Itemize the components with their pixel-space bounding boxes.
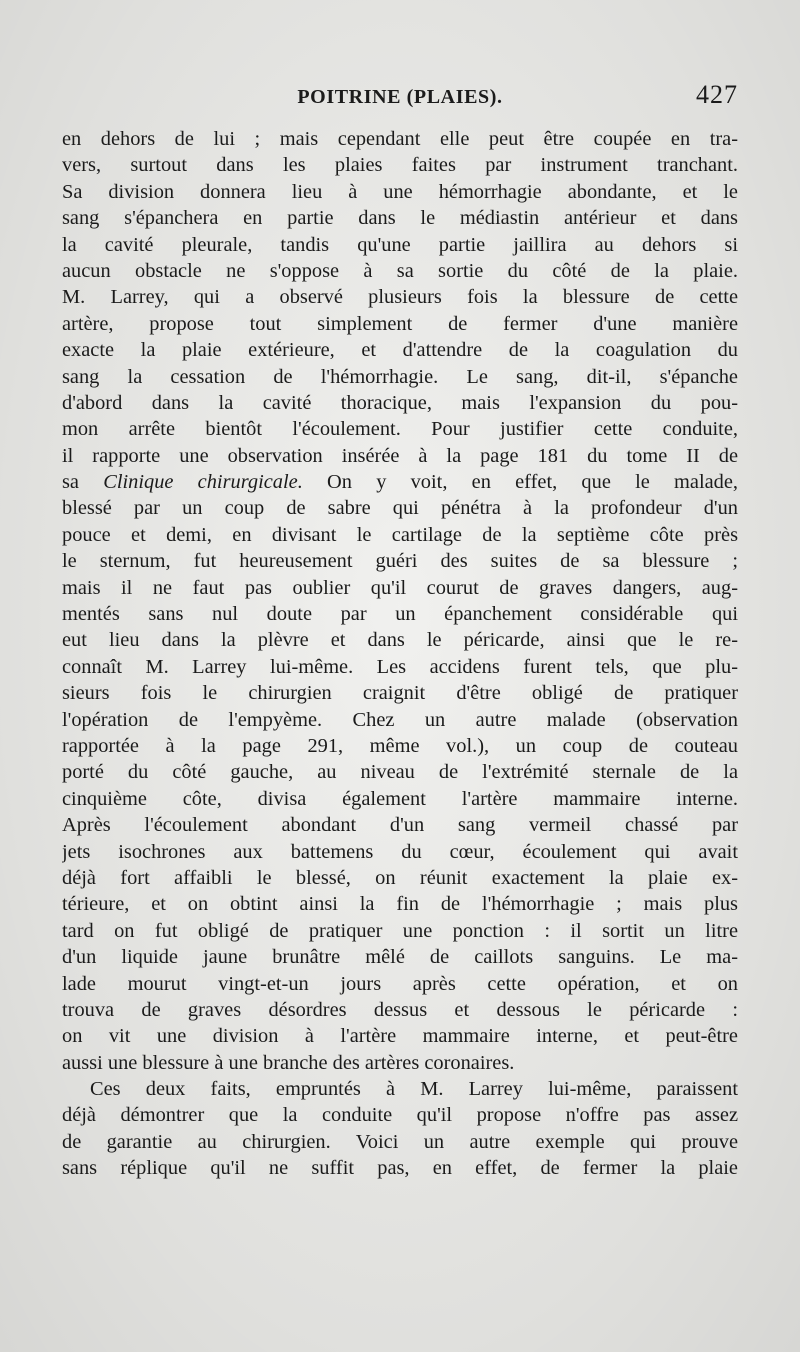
text-line: eut lieu dans la plèvre et dans le péricarde, ainsi que le re- (62, 629, 738, 652)
running-title: POITRINE (PLAIES). (297, 86, 503, 108)
text-line: mais il ne faut pas oublier qu'il courut de graves dangers, aug- (62, 576, 738, 599)
text-line: il rapporte une observation insérée à la page 181 du tome II de (62, 444, 738, 467)
text-line: exacte la plaie extérieure, et d'attendre de la coagulation du (62, 339, 738, 362)
text-line: Sa division donnera lieu à une hémorrhagie abondante, et le (62, 180, 738, 203)
text-line: artère, propose tout simplement de fermer d'une manière (62, 312, 738, 335)
text-line: blessé par un coup de sabre qui pénétra à la profondeur d'un (62, 497, 738, 520)
text-line: tard on fut obligé de pratiquer une ponction : il sortit un litre (62, 919, 738, 942)
text-segment: sa (62, 471, 104, 494)
text-line: vers, surtout dans les plaies faites par instrument tranchant. (62, 154, 738, 177)
page-number: 427 (696, 80, 738, 109)
text-line: aucun obstacle ne s'oppose à sa sortie du côté de la plaie. (62, 259, 738, 282)
text-line: d'abord dans la cavité thoracique, mais l'expansion du pou- (62, 391, 738, 414)
text-line: aussi une blessure à une branche des artères coronaires. (62, 1051, 515, 1074)
text-line: mentés sans nul doute par un épanchement considérable qui (62, 603, 738, 626)
text-line: sang la cessation de l'hémorrhagie. Le sang, dit-il, s'épanche (62, 365, 738, 388)
text-line: déjà fort affaibli le blessé, on réunit exactement la plaie ex- (62, 866, 738, 889)
text-line: mon arrête bientôt l'écoulement. Pour justifier cette conduite, (62, 418, 738, 441)
text-line: Ces deux faits, empruntés à M. Larrey lui-même, paraissent (90, 1078, 738, 1101)
text-line: sang s'épanchera en partie dans le médiastin antérieur et dans (62, 207, 738, 230)
text-line: rapportée à la page 291, même vol.), un coup de couteau (62, 734, 738, 757)
text-line: d'un liquide jaune brunâtre mêlé de caillots sanguins. Le ma- (62, 946, 738, 969)
text-line: jets isochrones aux battemens du cœur, écoulement qui avait (62, 840, 738, 863)
text-line: térieure, et on obtint ainsi la fin de l'hémorrhagie ; mais plus (62, 893, 738, 916)
text-line: déjà démontrer que la conduite qu'il propose n'offre pas assez (62, 1104, 738, 1127)
text-line: sans réplique qu'il ne suffit pas, en effet, de fermer la plaie (62, 1157, 738, 1180)
text-line: cinquième côte, divisa également l'artère mammaire interne. (62, 787, 738, 810)
text-line: pouce et demi, en divisant le cartilage de la septième côte près (62, 523, 738, 546)
text-line: la cavité pleurale, tandis qu'une partie jaillira au dehors si (62, 233, 738, 256)
text-line-with-italic (62, 469, 738, 495)
text-line: Après l'écoulement abondant d'un sang vermeil chassé par (62, 814, 738, 837)
text-line: on vit une division à l'artère mammaire interne, et peut-être (62, 1025, 738, 1048)
text-line: porté du côté gauche, au niveau de l'extrémité sternale de la (62, 761, 738, 784)
text-segment: On y voit, en effet, que le malade, (302, 471, 738, 494)
text-line: lade mourut vingt-et-un jours après cette opération, et on (62, 972, 738, 995)
text-line: en dehors de lui ; mais cependant elle peut être coupée en tra- (62, 128, 738, 150)
running-head (62, 80, 738, 120)
text-line: de garantie au chirurgien. Voici un autre exemple qui prouve (62, 1130, 738, 1153)
text-line: le sternum, fut heureusement guéri des suites de sa blessure ; (62, 550, 738, 573)
italic-book-title: Clinique chirurgicale. (103, 471, 303, 494)
text-line: l'opération de l'empyème. Chez un autre malade (observation (62, 708, 738, 731)
body-text (62, 126, 738, 1182)
text-line: M. Larrey, qui a observé plusieurs fois la blessure de cette (62, 286, 738, 309)
text-line: sieurs fois le chirurgien craignit d'être obligé de pratiquer (62, 682, 738, 705)
text-line: trouva de graves désordres dessus et dessous le péricarde : (62, 998, 738, 1021)
text-line: connaît M. Larrey lui-même. Les accidens furent tels, que plu- (62, 655, 738, 678)
